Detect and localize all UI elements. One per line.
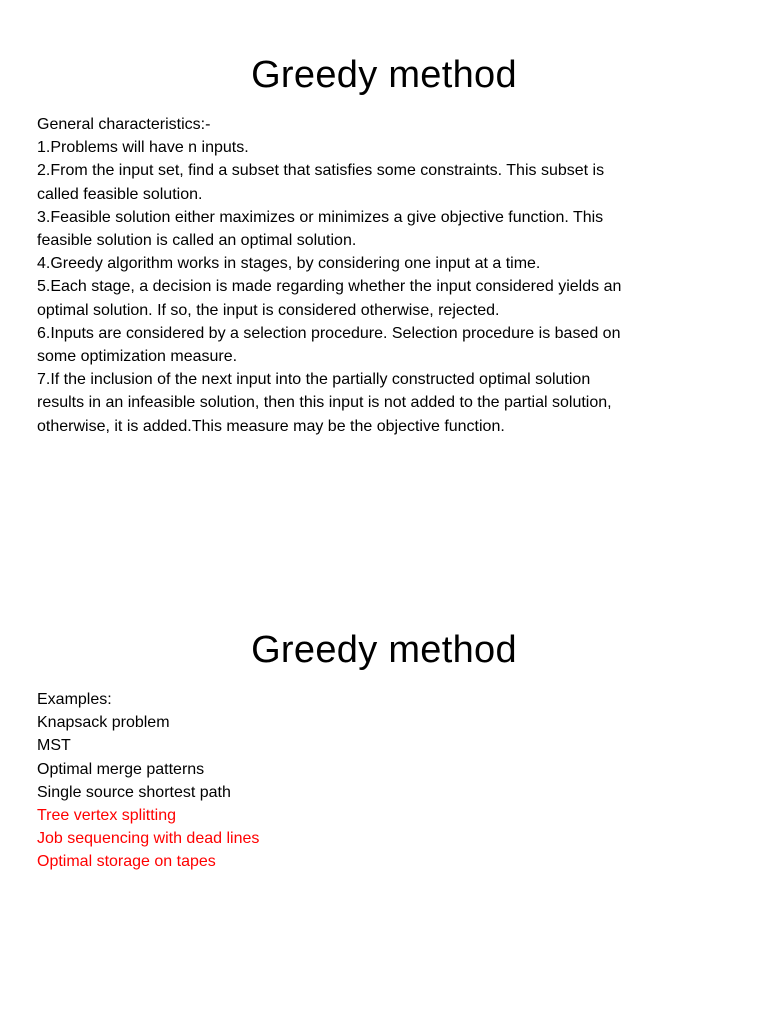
example-item: Optimal merge patterns [37, 760, 205, 778]
text-line: 3.Feasible solution either maximizes or minimizes a give objective function. This [37, 208, 604, 226]
text-line: 4.Greedy algorithm works in stages, by considering one input at a time. [37, 255, 541, 273]
text-line: 2.From the input set, find a subset that satisfies some constraints. This subset is [37, 162, 605, 180]
slide-title: Greedy method [251, 629, 517, 671]
highlighted-example-item: Job sequencing with dead lines [37, 830, 260, 848]
highlighted-example-item: Optimal storage on tapes [37, 853, 216, 871]
example-item: Knapsack problem [37, 714, 170, 732]
text-line: 5.Each stage, a decision is made regarding whether the input considered yields an [37, 278, 622, 296]
slide-examples [0, 576, 768, 1024]
text-line: called feasible solution. [37, 185, 203, 203]
text-line: 7.If the inclusion of the next input into the partially constructed optimal solution [37, 371, 591, 389]
text-line: some optimization measure. [37, 348, 238, 366]
characteristics-text [37, 113, 737, 438]
highlighted-example-item: Tree vertex splitting [37, 807, 177, 825]
characteristics-heading: General characteristics:- [37, 116, 211, 133]
slide-title: Greedy method [251, 54, 517, 96]
examples-list [37, 688, 737, 874]
text-line: 1.Problems will have n inputs. [37, 139, 249, 157]
examples-heading: Examples: [37, 691, 112, 708]
text-line: results in an infeasible solution, then this input is not added to the partial solution, [37, 394, 612, 412]
example-item: MST [37, 737, 71, 755]
text-line: 6.Inputs are considered by a selection procedure. Selection procedure is based on [37, 324, 621, 342]
text-line: optimal solution. If so, the input is considered otherwise, rejected. [37, 301, 500, 319]
example-item: Single source shortest path [37, 783, 231, 801]
text-line: otherwise, it is added.This measure may be the objective function. [37, 417, 505, 435]
text-line: feasible solution is called an optimal solution. [37, 232, 357, 250]
